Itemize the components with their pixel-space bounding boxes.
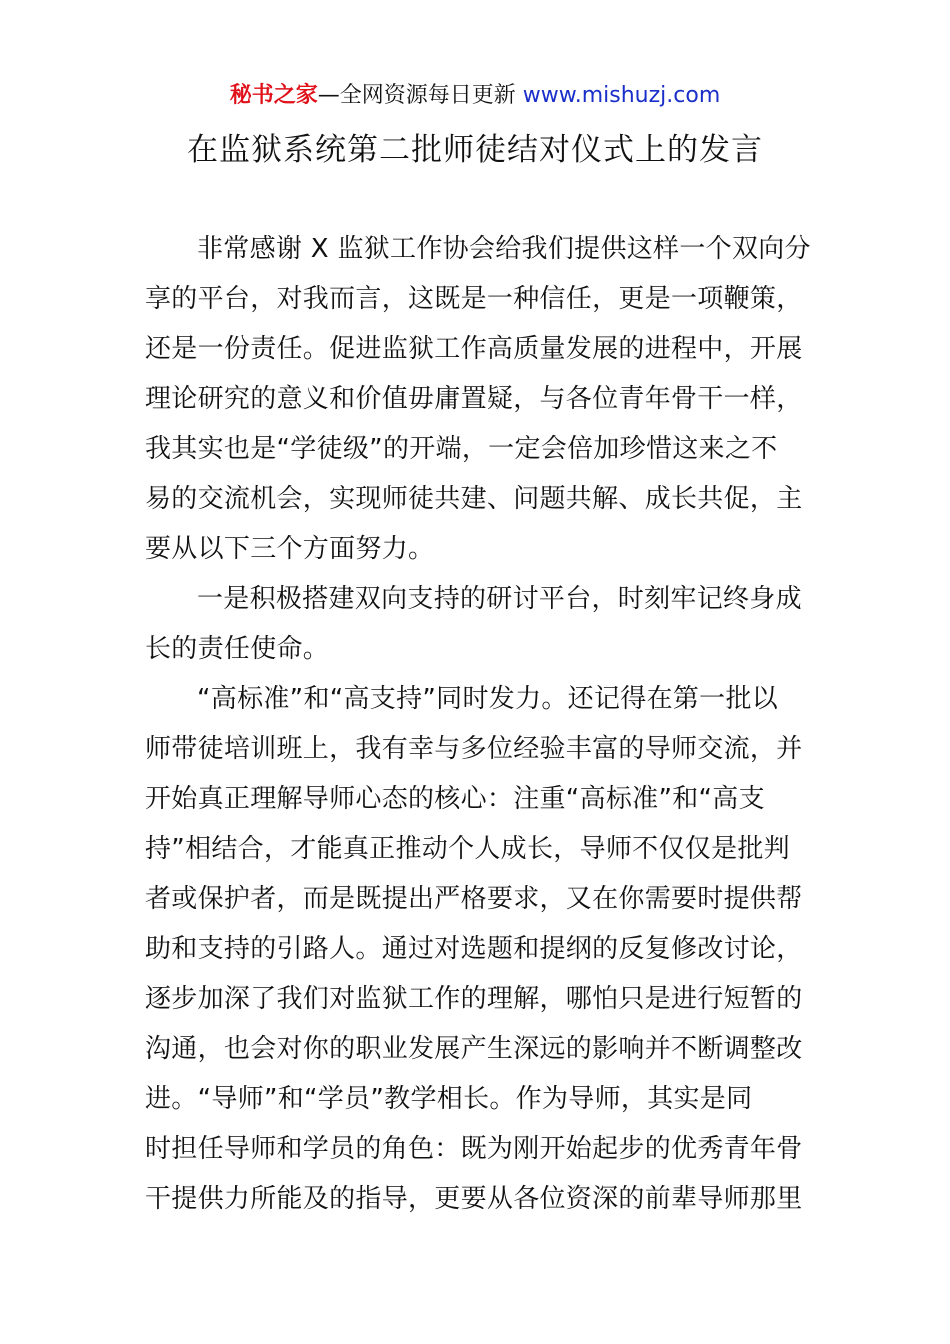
paragraph-line: 理论研究的意义和价值毋庸置疑，与各位青年骨干一样， [145,384,803,414]
paragraph-line: 非常感谢 X 监狱工作协会给我们提供这样一个双向分 [197,234,811,264]
paragraph-line: 时担任导师和学员的角色：既为刚开始起步的优秀青年骨 [145,1134,803,1164]
paragraph-line: 长的责任使命。 [145,634,330,664]
site-header [0,80,950,112]
paragraph-line: 持”相结合，才能真正推动个人成长，导师不仅仅是批判 [145,834,790,864]
paragraph-line: “高标准”和“高支持”同时发力。还记得在第一批以 [197,684,779,714]
paragraph-line: 进。“导师”和“学员”教学相长。作为导师，其实是同 [145,1084,753,1114]
paragraph-line: 干提供力所能及的指导，更要从各位资深的前辈导师那里 [145,1184,803,1214]
paragraph-line: 沟通，也会对你的职业发展产生深远的影响并不断调整改 [145,1034,803,1064]
paragraph-line: 开始真正理解导师心态的核心：注重“高标准”和“高支 [145,784,765,814]
paragraph-line: 者或保护者，而是既提出严格要求，又在你需要时提供帮 [145,884,803,914]
paragraph-line: 享的平台，对我而言，这既是一种信任，更是一项鞭策， [145,284,803,314]
paragraph-line: 要从以下三个方面努力。 [145,534,435,564]
paragraph-line: 师带徒培训班上，我有幸与多位经验丰富的导师交流，并 [145,734,803,764]
site-tagline: —全网资源每日更新 [317,83,523,108]
paragraph-line: 助和支持的引路人。通过对选题和提纲的反复修改讨论， [145,934,803,964]
paragraph-line: 易的交流机会，实现师徒共建、问题共解、成长共促，主 [145,484,803,514]
site-brand: 秘书之家 [229,83,318,108]
paragraph-line: 逐步加深了我们对监狱工作的理解，哪怕只是进行短暂的 [145,984,803,1014]
paragraph-line: 我其实也是“学徒级”的开端，一定会倍加珍惜这来之不 [145,434,778,464]
site-url-link[interactable]: www.mishuzj.com [522,83,721,108]
document-title: 在监狱系统第二批师徒结对仪式上的发言 [187,132,763,168]
document-body [145,224,810,1224]
paragraph-line: 还是一份责任。促进监狱工作高质量发展的进程中，开展 [145,334,803,364]
paragraph-line: 一是积极搭建双向支持的研讨平台，时刻牢记终身成 [197,584,802,614]
